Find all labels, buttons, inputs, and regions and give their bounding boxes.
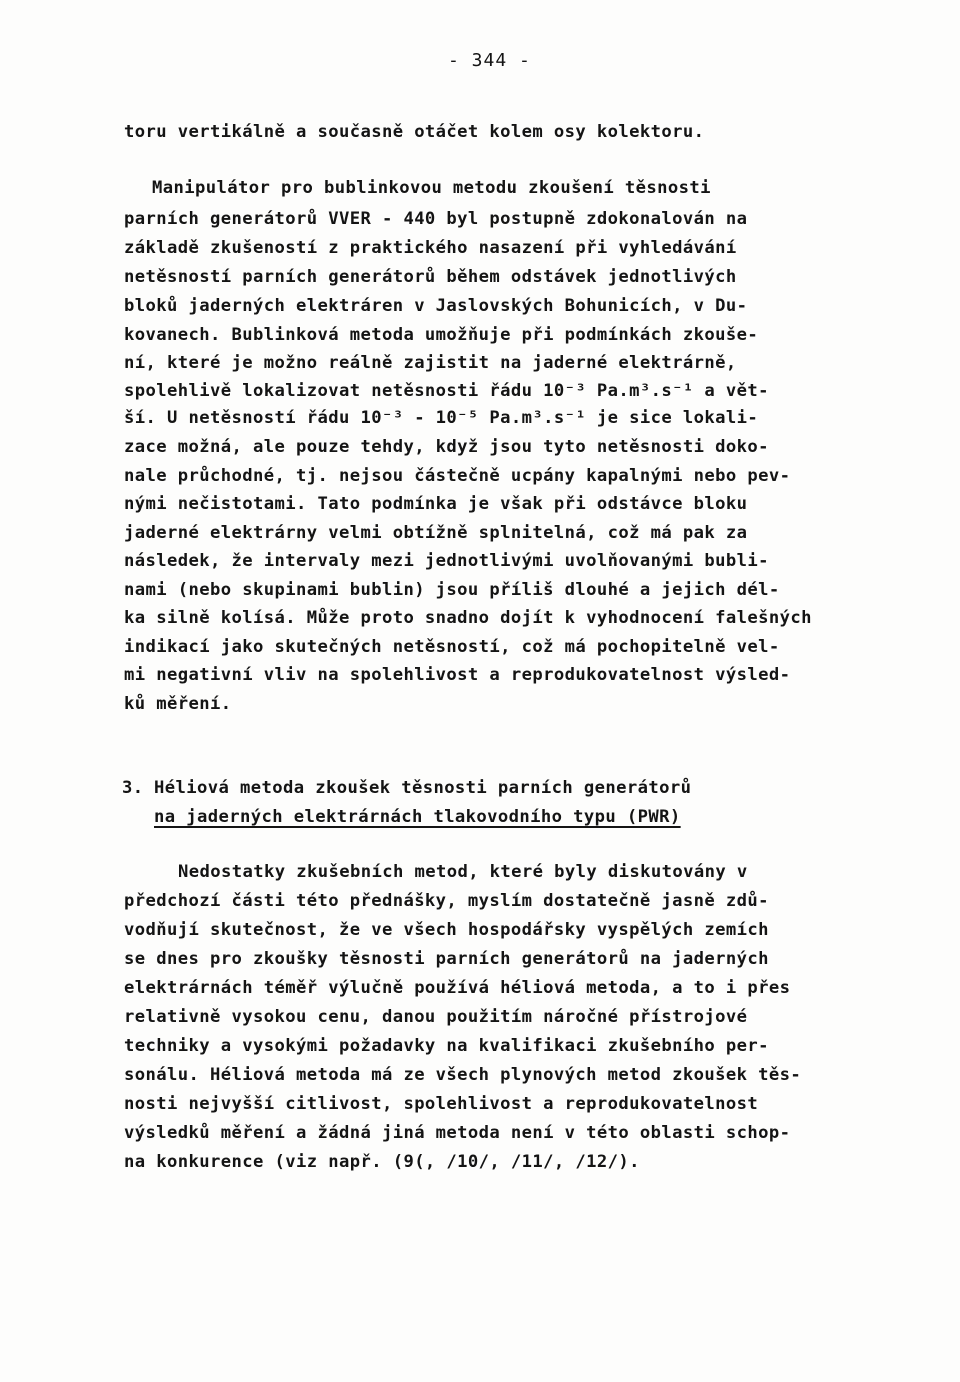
paragraph1-line: parních generátorů VVER - 440 byl postupně zdokonalován na	[124, 209, 748, 229]
paragraph2-line: nosti nejvyšší citlivost, spolehlivost a reprodukovatelnost	[124, 1094, 759, 1114]
paragraph1-line: nami (nebo skupinami bublin) jsou příliš dlouhé a jejich dél-	[124, 580, 780, 600]
paragraph1-line: zace možná, ale pouze tehdy, když jsou tyto netěsnosti doko-	[124, 437, 769, 457]
paragraph1-line: Manipulátor pro bublinkovou metodu zkoušení těsnosti	[152, 178, 711, 198]
paragraph1-line: ní, které je možno reálně zajistit na jaderné elektrárně,	[124, 353, 737, 373]
paragraph1-line: kovanech. Bublinková metoda umožňuje při podmínkách zkouše-	[124, 325, 759, 345]
paragraph1-line: mi negativní vliv na spolehlivost a reprodukovatelnost výsled-	[124, 665, 791, 685]
paragraph2-line: na konkurence (viz např. (9(, /10/, /11/, /12/).	[124, 1152, 640, 1172]
paragraph2-line: Nedostatky zkušebních metod, které byly diskutovány v	[178, 862, 748, 882]
paragraph1-line: následek, že intervaly mezi jednotlivými uvolňovanými bubli-	[124, 551, 769, 571]
section-heading-line1: Héliová metoda zkoušek těsnosti parních generátorů	[154, 778, 692, 798]
paragraph1-line: základě zkušeností z praktického nasazení při vyhledávání	[124, 238, 737, 258]
paragraph1-line: spolehlivě lokalizovat netěsnosti řádu 10⁻³ Pa.m³.s⁻¹ a vět-	[124, 381, 769, 401]
paragraph2-line: se dnes pro zkoušky těsnosti parních generátorů na jaderných	[124, 949, 769, 969]
paragraph1-line: indikací jako skutečných netěsností, což má pochopitelně vel-	[124, 637, 780, 657]
paragraph1-line: bloků jaderných elektráren v Jaslovských Bohunicích, v Du-	[124, 296, 748, 316]
page-number: - 344 -	[448, 50, 531, 71]
paragraph2-line: předchozí části této přednášky, myslím dostatečně jasně zdů-	[124, 891, 769, 911]
paragraph2-line: sonálu. Héliová metoda má ze všech plynových metod zkoušek těs-	[124, 1065, 802, 1085]
paragraph2-line: vodňují skutečnost, že ve všech hospodářsky vyspělých zemích	[124, 920, 769, 940]
intro-line: toru vertikálně a současně otáčet kolem osy kolektoru.	[124, 122, 705, 142]
paragraph2-line: výsledků měření a žádná jiná metoda není v této oblasti schop-	[124, 1123, 791, 1143]
paragraph1-line: ků měření.	[124, 694, 232, 714]
paragraph1-line: nale průchodné, tj. nejsou částečně ucpány kapalnými nebo pev-	[124, 466, 791, 486]
paragraph2-line: techniky a vysokými požadavky na kvalifikaci zkušebního per-	[124, 1036, 769, 1056]
paragraph2-line: relativně vysokou cenu, danou použitím náročné přístrojové	[124, 1007, 748, 1027]
section-heading-line2: na jaderných elektrárnách tlakovodního typu (PWR)	[154, 807, 681, 827]
paragraph1-line: jaderné elektrárny velmi obtížně splnitelná, což má pak za	[124, 523, 748, 543]
paragraph1-line: ka silně kolísá. Může proto snadno dojít k vyhodnocení falešných	[124, 608, 812, 628]
paragraph2-line: elektrárnách téměř výlučně používá héliová metoda, a to i přes	[124, 978, 791, 998]
section-number: 3.	[122, 778, 144, 798]
paragraph1-line: netěsností parních generátorů během odstávek jednotlivých	[124, 267, 737, 287]
paragraph1-line: ší. U netěsností řádu 10⁻³ - 10⁻⁵ Pa.m³.s⁻¹ je sice lokali-	[124, 408, 759, 428]
paragraph1-line: nými nečistotami. Tato podmínka je však při odstávce bloku	[124, 494, 748, 514]
